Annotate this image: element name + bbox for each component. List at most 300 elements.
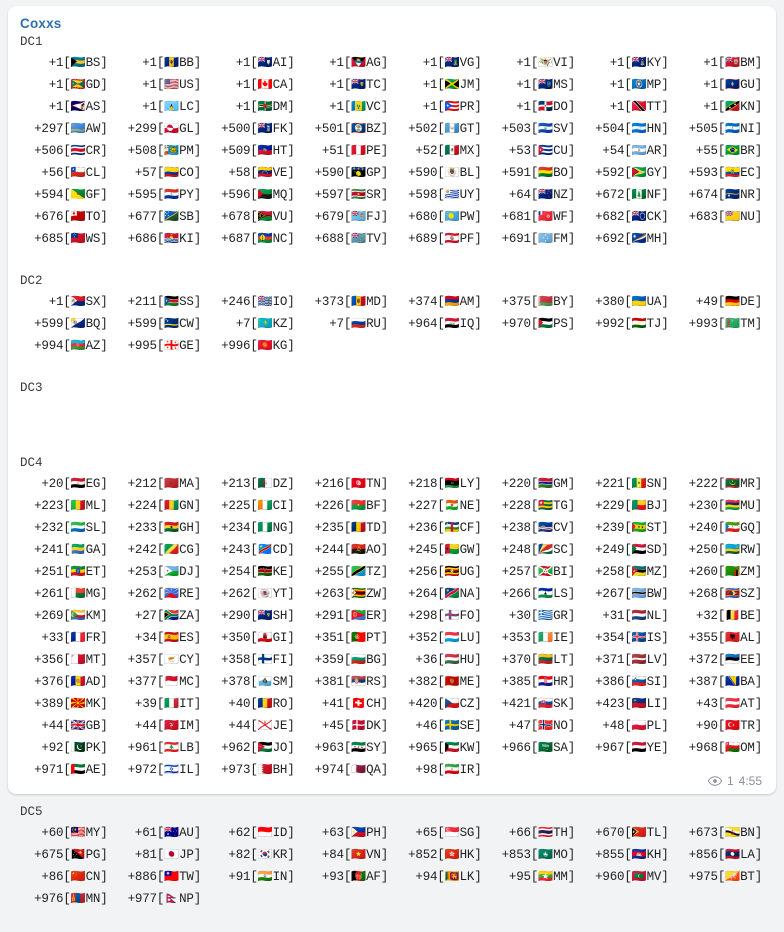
flag-icon: 🇦🇹: [725, 696, 741, 710]
country-code-entry[interactable]: +253[🇩🇯DJ]: [127, 564, 201, 579]
country-code-entry[interactable]: +212[🇲🇦MA]: [127, 476, 201, 491]
country-code-entry[interactable]: +996[🇰🇬KG]: [221, 338, 295, 353]
dial-code: +1: [48, 56, 64, 70]
country-code-entry[interactable]: +358[🇫🇮FI]: [221, 652, 295, 667]
country-code-entry[interactable]: +251[🇪🇹ET]: [34, 564, 108, 579]
country-abbr: AM: [459, 295, 475, 309]
country-code-entry[interactable]: +995[🇬🇪GE]: [127, 338, 201, 353]
country-code-entry[interactable]: +1[🇵🇷PR]: [422, 99, 482, 114]
country-code-entry[interactable]: +222[🇲🇷MR]: [688, 476, 762, 491]
country-code-entry[interactable]: +680[🇵🇼PW]: [408, 209, 482, 224]
country-code-entry[interactable]: +373[🇲🇩MD]: [314, 294, 388, 309]
country-code-entry[interactable]: +971[🇦🇪AE]: [34, 762, 108, 777]
country-abbr: PT: [366, 631, 381, 645]
country-code-entry[interactable]: +692[🇲🇭MH]: [595, 231, 669, 246]
country-code-entry[interactable]: +244[🇦🇴AO]: [314, 542, 388, 557]
country-code-entry[interactable]: +299[🇬🇱GL]: [127, 121, 201, 136]
dial-code: +855: [595, 848, 625, 862]
dial-code: +680: [408, 210, 438, 224]
country-code-entry[interactable]: +91[🇮🇳IN]: [228, 869, 295, 884]
country-code-entry[interactable]: +27[🇿🇦ZA]: [134, 608, 201, 623]
country-abbr: GI: [272, 631, 288, 645]
country-code-entry[interactable]: +683[🇳🇺NU]: [688, 209, 762, 224]
country-code-entry[interactable]: +592[🇬🇾GY]: [595, 165, 669, 180]
country-code-entry[interactable]: +298[🇫🇴FO]: [408, 608, 482, 623]
country-code-entry[interactable]: +590[🇧🇱BL]: [408, 165, 482, 180]
country-code-entry[interactable]: +223[🇲🇱ML]: [34, 498, 108, 513]
country-code-entry[interactable]: +44[🇯🇪JE]: [228, 718, 295, 733]
country-code-entry[interactable]: +421[🇸🇰SK]: [501, 696, 575, 711]
country-code-entry[interactable]: +994[🇦🇿AZ]: [34, 338, 108, 353]
country-code-entry[interactable]: +54[🇦🇷AR]: [602, 143, 669, 158]
country-code-entry[interactable]: +685[🇼🇸WS]: [34, 231, 108, 246]
country-code-entry[interactable]: +967[🇾🇪YE]: [595, 740, 669, 755]
country-code-entry[interactable]: +238[🇨🇻CV]: [501, 520, 575, 535]
country-code-entry[interactable]: +354[🇮🇸IS]: [595, 630, 669, 645]
country-code-entry[interactable]: +51[🇵🇪PE]: [321, 143, 388, 158]
country-code-entry[interactable]: +1[🇩🇴DO]: [516, 99, 575, 114]
country-code-entry[interactable]: +853[🇲🇴MO]: [501, 847, 575, 862]
country-code-entry[interactable]: +970[🇵🇸PS]: [501, 316, 575, 331]
country-code-entry[interactable]: +679[🇫🇯FJ]: [314, 209, 388, 224]
country-code-entry[interactable]: +61[🇦🇺AU]: [134, 825, 201, 840]
country-code-groups: [18, 35, 766, 932]
dial-code: +262: [127, 587, 157, 601]
country-code-entry[interactable]: +1[🇧🇲BM]: [703, 55, 762, 70]
country-code-entry[interactable]: +216[🇹🇳TN]: [314, 476, 388, 491]
country-code-entry[interactable]: +1[🇬🇺GU]: [703, 77, 762, 92]
country-code-entry[interactable]: +228[🇹🇬TG]: [501, 498, 575, 513]
country-code-entry[interactable]: +45[🇩🇰DK]: [321, 718, 388, 733]
country-code-entry[interactable]: +975[🇧🇹BT]: [688, 869, 762, 884]
country-code-entry[interactable]: +43[🇦🇹AT]: [695, 696, 762, 711]
country-code-entry[interactable]: +256[🇺🇬UG]: [408, 564, 482, 579]
country-code-entry[interactable]: +590[🇬🇵GP]: [314, 165, 388, 180]
country-abbr: SH: [272, 609, 288, 623]
country-code-entry[interactable]: +262[🇷🇪RE]: [127, 586, 201, 601]
dial-code: +996: [221, 339, 251, 353]
country-code-entry[interactable]: +227[🇳🇪NE]: [408, 498, 482, 513]
country-code-entry[interactable]: +502[🇬🇹GT]: [408, 121, 482, 136]
country-code-entry[interactable]: +93[🇦🇫AF]: [321, 869, 388, 884]
country-code-entry[interactable]: +243[🇨🇩CD]: [221, 542, 295, 557]
flag-icon: 🇲🇽: [444, 143, 460, 157]
flag-icon: 🇸🇽: [70, 294, 86, 308]
dial-code: +58: [228, 166, 251, 180]
country-code-entry[interactable]: +1[🇧🇧BB]: [142, 55, 201, 70]
country-code-entry[interactable]: +290[🇸🇭SH]: [221, 608, 295, 623]
country-code-entry[interactable]: +670[🇹🇱TL]: [595, 825, 669, 840]
country-code-entry[interactable]: +377[🇲🇨MC]: [127, 674, 201, 689]
country-code-entry[interactable]: +677[🇸🇧SB]: [127, 209, 201, 224]
country-abbr: LA: [740, 848, 755, 862]
country-code-entry[interactable]: +961[🇱🇧LB]: [127, 740, 201, 755]
country-code-entry[interactable]: +63[🇵🇭PH]: [321, 825, 388, 840]
flag-icon: 🇩🇲: [257, 99, 273, 113]
country-code-entry[interactable]: +508[🇵🇲PM]: [127, 143, 201, 158]
country-abbr: FK: [272, 122, 288, 136]
country-code-entry[interactable]: +232[🇸🇱SL]: [34, 520, 108, 535]
country-code-entry[interactable]: +95[🇲🇲MM]: [508, 869, 575, 884]
country-code-entry[interactable]: +1[🇹🇨TC]: [329, 77, 388, 92]
country-code-entry[interactable]: +966[🇸🇦SA]: [501, 740, 575, 755]
country-code-entry[interactable]: +591[🇧🇴BO]: [501, 165, 575, 180]
country-code-entry[interactable]: +972[🇮🇱IL]: [127, 762, 201, 777]
country-code-entry[interactable]: +233[🇬🇭GH]: [127, 520, 201, 535]
country-code-entry[interactable]: +351[🇵🇹PT]: [314, 630, 388, 645]
country-code-entry[interactable]: +963[🇸🇾SY]: [314, 740, 388, 755]
dial-code: +246: [221, 295, 251, 309]
dial-code: +48: [602, 719, 625, 733]
country-code-entry[interactable]: +389[🇲🇰MK]: [34, 696, 108, 711]
country-code-entry[interactable]: +960[🇲🇻MV]: [595, 869, 669, 884]
country-code-entry[interactable]: +263[🇿🇼ZW]: [314, 586, 388, 601]
country-code-entry[interactable]: +81[🇯🇵JP]: [134, 847, 201, 862]
country-code-entry[interactable]: +596[🇲🇶MQ]: [221, 187, 295, 202]
country-code-entry[interactable]: +58[🇻🇪VE]: [228, 165, 295, 180]
country-abbr: SG: [459, 826, 475, 840]
country-code-entry[interactable]: +65[🇸🇬SG]: [415, 825, 482, 840]
flag-icon: 🇱🇮: [631, 696, 647, 710]
country-code-entry[interactable]: +1[🇰🇾KY]: [609, 55, 669, 70]
country-code-entry[interactable]: +674[🇳🇷NR]: [688, 187, 762, 202]
country-code-entry[interactable]: +359[🇧🇬BG]: [314, 652, 388, 667]
country-abbr: HR: [553, 675, 568, 689]
country-abbr: CK: [646, 210, 662, 224]
country-code-entry[interactable]: +675[🇵🇬PG]: [34, 847, 108, 862]
country-code-entry[interactable]: +682[🇨🇰CK]: [595, 209, 669, 224]
country-code-entry[interactable]: +246[🇮🇴IO]: [221, 294, 295, 309]
flag-icon: 🇳🇮: [725, 121, 741, 135]
country-code-entry[interactable]: +974[🇶🇦QA]: [314, 762, 388, 777]
country-code-entry[interactable]: +60[🇲🇾MY]: [41, 825, 108, 840]
country-code-entry[interactable]: +1[🇰🇳KN]: [703, 99, 762, 114]
dial-code: +373: [314, 295, 344, 309]
country-code-entry[interactable]: +291[🇪🇷ER]: [314, 608, 388, 623]
country-code-entry[interactable]: +386[🇸🇮SI]: [595, 674, 669, 689]
country-code-entry[interactable]: +504[🇭🇳HN]: [595, 121, 669, 136]
country-code-entry[interactable]: +46[🇸🇪SE]: [415, 718, 482, 733]
country-code-entry[interactable]: +352[🇱🇺LU]: [408, 630, 482, 645]
country-code-entry[interactable]: +20[🇪🇬EG]: [41, 476, 108, 491]
country-code-entry[interactable]: +1[🇩🇲DM]: [235, 99, 295, 114]
country-code-entry[interactable]: +387[🇧🇦BA]: [688, 674, 762, 689]
country-code-entry[interactable]: +1[🇲🇵MP]: [609, 77, 669, 92]
country-code-entry[interactable]: +53[🇨🇺CU]: [508, 143, 575, 158]
country-code-entry[interactable]: +90[🇹🇷TR]: [695, 718, 762, 733]
country-code-entry[interactable]: +56[🇨🇱CL]: [41, 165, 108, 180]
country-code-entry[interactable]: +260[🇿🇲ZM]: [688, 564, 762, 579]
country-abbr: BN: [740, 826, 755, 840]
country-code-entry[interactable]: +1[🇦🇬AG]: [329, 55, 388, 70]
country-code-entry[interactable]: +1[🇧🇸BS]: [48, 55, 108, 70]
country-code-entry[interactable]: +1[🇻🇨VC]: [329, 99, 388, 114]
country-code-entry[interactable]: +852[🇭🇰HK]: [408, 847, 482, 862]
country-code-entry[interactable]: +44[🇬🇧GB]: [41, 718, 108, 733]
country-code-entry[interactable]: +7[🇰🇿KZ]: [235, 316, 295, 331]
country-abbr: TM: [740, 317, 755, 331]
country-code-entry[interactable]: +240[🇬🇶GQ]: [688, 520, 762, 535]
country-code-entry[interactable]: +236[🇨🇫CF]: [408, 520, 482, 535]
country-code-entry[interactable]: +687[🇳🇨NC]: [221, 231, 295, 246]
country-code-entry[interactable]: +64[🇳🇿NZ]: [508, 187, 575, 202]
country-abbr: MC: [179, 675, 194, 689]
country-code-entry[interactable]: +86[🇨🇳CN]: [41, 869, 108, 884]
dial-code: +1: [142, 78, 157, 92]
country-code-entry[interactable]: +686[🇰🇮KI]: [127, 231, 201, 246]
country-code-entry[interactable]: +269[🇰🇲KM]: [34, 608, 108, 623]
country-code-entry[interactable]: +886[🇹🇼TW]: [127, 869, 201, 884]
country-code-entry[interactable]: +234[🇳🇬NG]: [221, 520, 295, 535]
flag-icon: 🇬🇵: [351, 165, 367, 179]
flag-icon: 🇵🇷: [444, 99, 460, 113]
dial-code: +92: [41, 741, 64, 755]
country-code-entry[interactable]: +245[🇬🇼GW]: [408, 542, 482, 557]
country-code-entry[interactable]: +855[🇰🇭KH]: [595, 847, 669, 862]
dial-code: +235: [314, 521, 344, 535]
country-code-entry[interactable]: +374[🇦🇲AM]: [408, 294, 482, 309]
country-code-entry[interactable]: +357[🇨🇾CY]: [127, 652, 201, 667]
dial-code: +266: [501, 587, 531, 601]
flag-icon: 🇮🇴: [257, 294, 273, 308]
country-abbr: BS: [85, 56, 101, 70]
dial-code: +1: [516, 78, 531, 92]
dial-code: +1: [703, 56, 718, 70]
country-abbr: NA: [459, 587, 475, 601]
country-code-entry[interactable]: +973[🇧🇭BH]: [221, 762, 295, 777]
dial-code: +682: [595, 210, 625, 224]
country-code-entry[interactable]: +1[🇨🇦CA]: [235, 77, 295, 92]
country-code-entry[interactable]: +226[🇧🇫BF]: [314, 498, 388, 513]
country-code-entry[interactable]: +977[🇳🇵NP]: [127, 891, 201, 906]
country-abbr: RU: [366, 317, 381, 331]
country-code-entry[interactable]: +371[🇱🇻LV]: [595, 652, 669, 667]
country-code-entry[interactable]: +220[🇬🇲GM]: [501, 476, 575, 491]
country-code-entry[interactable]: +262[🇾🇹YT]: [221, 586, 295, 601]
country-code-entry[interactable]: +500[🇫🇰FK]: [221, 121, 295, 136]
country-code-entry[interactable]: +98[🇮🇷IR]: [415, 762, 482, 777]
country-code-entry[interactable]: +976[🇲🇳MN]: [34, 891, 108, 906]
country-code-entry[interactable]: +84[🇻🇳VN]: [321, 847, 388, 862]
country-code-entry[interactable]: +261[🇲🇬MG]: [34, 586, 108, 601]
dial-code: +385: [501, 675, 531, 689]
country-code-entry[interactable]: +678[🇻🇺VU]: [221, 209, 295, 224]
country-code-entry[interactable]: +213[🇩🇿DZ]: [221, 476, 295, 491]
flag-icon: 🇭🇳: [631, 121, 647, 135]
country-code-entry[interactable]: +381[🇷🇸RS]: [314, 674, 388, 689]
country-code-entry[interactable]: +30[🇬🇷GR]: [508, 608, 575, 623]
country-code-entry[interactable]: +211[🇸🇸SS]: [127, 294, 201, 309]
country-code-entry[interactable]: +82[🇰🇷KR]: [228, 847, 295, 862]
country-code-entry[interactable]: +241[🇬🇦GA]: [34, 542, 108, 557]
country-code-entry[interactable]: +264[🇳🇦NA]: [408, 586, 482, 601]
country-code-entry[interactable]: +376[🇦🇩AD]: [34, 674, 108, 689]
flag-icon: 🇷🇴: [257, 696, 273, 710]
country-code-entry[interactable]: +254[🇰🇪KE]: [221, 564, 295, 579]
country-code-entry[interactable]: +66[🇹🇭TH]: [508, 825, 575, 840]
flag-icon: 🇮🇪: [538, 630, 554, 644]
dial-code: +370: [501, 653, 531, 667]
country-code-entry[interactable]: +250[🇷🇼RW]: [688, 542, 762, 557]
country-code-entry[interactable]: +594[🇬🇫GF]: [34, 187, 108, 202]
flag-icon: 🇱🇾: [444, 476, 460, 490]
country-code-entry[interactable]: +689[🇵🇫PF]: [408, 231, 482, 246]
country-code-entry[interactable]: +1[🇺🇸US]: [142, 77, 201, 92]
country-code-entry[interactable]: +593[🇪🇨EC]: [688, 165, 762, 180]
country-code-entry[interactable]: +266[🇱🇸LS]: [501, 586, 575, 601]
country-code-entry[interactable]: +1[🇦🇸AS]: [48, 99, 108, 114]
country-code-entry[interactable]: +676[🇹🇴TO]: [34, 209, 108, 224]
country-code-entry[interactable]: +599[🇨🇼CW]: [127, 316, 201, 331]
country-code-entry[interactable]: +39[🇮🇹IT]: [134, 696, 201, 711]
country-abbr: GT: [459, 122, 475, 136]
country-abbr: WF: [553, 210, 568, 224]
country-code-entry[interactable]: +423[🇱🇮LI]: [595, 696, 669, 711]
country-code-entry[interactable]: +962[🇯🇴JO]: [221, 740, 295, 755]
dial-code: +372: [688, 653, 718, 667]
dial-code: +49: [695, 295, 718, 309]
country-code-entry[interactable]: +221[🇸🇳SN]: [595, 476, 669, 491]
country-abbr: MO: [553, 848, 568, 862]
country-code-entry[interactable]: +355[🇦🇱AL]: [688, 630, 762, 645]
country-code-entry[interactable]: +688[🇹🇻TV]: [314, 231, 388, 246]
country-code-entry[interactable]: +1[🇦🇮AI]: [235, 55, 295, 70]
country-code-entry[interactable]: +34[🇪🇸ES]: [134, 630, 201, 645]
country-code-entry[interactable]: +41[🇨🇭CH]: [321, 696, 388, 711]
country-code-entry[interactable]: +33[🇫🇷FR]: [41, 630, 108, 645]
country-code-entry[interactable]: +681[🇼🇫WF]: [501, 209, 575, 224]
country-code-entry[interactable]: +242[🇨🇬CG]: [127, 542, 201, 557]
country-code-entry[interactable]: +856[🇱🇦LA]: [688, 847, 762, 862]
country-code-entry[interactable]: +94[🇱🇰LK]: [415, 869, 482, 884]
country-code-entry[interactable]: +225[🇨🇮CI]: [221, 498, 295, 513]
country-code-entry[interactable]: +691[🇫🇲FM]: [501, 231, 575, 246]
country-code-entry[interactable]: +62[🇮🇩ID]: [228, 825, 295, 840]
country-code-entry[interactable]: +503[🇸🇻SV]: [501, 121, 575, 136]
country-code-entry[interactable]: +965[🇰🇼KW]: [408, 740, 482, 755]
country-code-entry[interactable]: +267[🇧🇼BW]: [595, 586, 669, 601]
country-code-entry[interactable]: +257[🇧🇮BI]: [501, 564, 575, 579]
country-code-entry[interactable]: +218[🇱🇾LY]: [408, 476, 482, 491]
flag-icon: 🇻🇪: [257, 165, 273, 179]
flag-icon: 🇹🇼: [164, 869, 180, 883]
dial-code: +81: [134, 848, 157, 862]
country-code-entry[interactable]: +255[🇹🇿TZ]: [314, 564, 388, 579]
country-code-entry[interactable]: +1[🇯🇲JM]: [422, 77, 482, 92]
country-code-entry[interactable]: +370[🇱🇹LT]: [501, 652, 575, 667]
flag-icon: 🇧🇶: [70, 316, 86, 330]
country-code-entry[interactable]: +57[🇨🇴CO]: [134, 165, 201, 180]
country-code-entry[interactable]: +47[🇳🇴NO]: [508, 718, 575, 733]
country-code-entry[interactable]: +31[🇳🇱NL]: [602, 608, 669, 623]
country-abbr: LU: [459, 631, 475, 645]
country-code-entry[interactable]: +378[🇸🇲SM]: [221, 674, 295, 689]
flag-icon: 🇹🇩: [351, 520, 367, 534]
country-code-entry[interactable]: +48[🇵🇱PL]: [602, 718, 669, 733]
country-code-entry[interactable]: +372[🇪🇪EE]: [688, 652, 762, 667]
country-code-entry[interactable]: +268[🇸🇿SZ]: [688, 586, 762, 601]
country-code-entry[interactable]: +1[🇹🇹TT]: [609, 99, 669, 114]
country-abbr: SY: [366, 741, 381, 755]
country-code-entry[interactable]: +36[🇭🇺HU]: [415, 652, 482, 667]
country-code-entry[interactable]: +599[🇧🇶BQ]: [34, 316, 108, 331]
country-code-entry[interactable]: +92[🇵🇰PK]: [41, 740, 108, 755]
flag-icon: 🇪🇬: [70, 476, 86, 490]
country-code-entry[interactable]: +964[🇮🇶IQ]: [408, 316, 482, 331]
country-code-entry[interactable]: +375[🇧🇾BY]: [501, 294, 575, 309]
country-code-entry[interactable]: +598[🇺🇾UY]: [408, 187, 482, 202]
country-code-entry[interactable]: +239[🇸🇹ST]: [595, 520, 669, 535]
dial-code: +993: [688, 317, 718, 331]
flag-icon: 🇺🇬: [444, 564, 460, 578]
message-footer: [708, 774, 762, 788]
country-code-entry[interactable]: +1[🇲🇸MS]: [516, 77, 575, 92]
country-code-entry[interactable]: +44[🇮🇲IM]: [134, 718, 201, 733]
dial-code: +1: [48, 295, 64, 309]
country-code-entry[interactable]: +356[🇲🇹MT]: [34, 652, 108, 667]
country-code-entry[interactable]: +258[🇲🇿MZ]: [595, 564, 669, 579]
country-abbr: PG: [85, 848, 101, 862]
country-code-entry[interactable]: +595[🇵🇾PY]: [127, 187, 201, 202]
country-abbr: RW: [740, 543, 755, 557]
country-code-entry[interactable]: +249[🇸🇩SD]: [595, 542, 669, 557]
country-code-entry[interactable]: +1[🇻🇮VI]: [516, 55, 575, 70]
country-abbr: BH: [272, 763, 288, 777]
country-code-entry[interactable]: +224[🇬🇳GN]: [127, 498, 201, 513]
country-code-entry[interactable]: +49[🇩🇪DE]: [695, 294, 762, 309]
country-code-entry[interactable]: +55[🇧🇷BR]: [695, 143, 762, 158]
country-code-entry[interactable]: +385[🇭🇷HR]: [501, 674, 575, 689]
country-code-entry[interactable]: +673[🇧🇳BN]: [688, 825, 762, 840]
country-code-entry[interactable]: +248[🇸🇨SC]: [501, 542, 575, 557]
flag-icon: 🇲🇦: [164, 476, 180, 490]
country-code-entry[interactable]: +1[🇬🇩GD]: [48, 77, 108, 92]
country-code-entry[interactable]: +993[🇹🇲TM]: [688, 316, 762, 331]
country-code-entry[interactable]: +32[🇧🇪BE]: [695, 608, 762, 623]
country-code-entry[interactable]: +597[🇸🇷SR]: [314, 187, 388, 202]
country-code-entry[interactable]: +229[🇧🇯BJ]: [595, 498, 669, 513]
country-code-entry[interactable]: +420[🇨🇿CZ]: [408, 696, 482, 711]
country-code-entry[interactable]: +968[🇴🇲OM]: [688, 740, 762, 755]
country-code-entry[interactable]: +992[🇹🇯TJ]: [595, 316, 669, 331]
country-abbr: BE: [740, 609, 755, 623]
country-code-entry[interactable]: +1[🇻🇬VG]: [422, 55, 482, 70]
country-code-entry[interactable]: +380[🇺🇦UA]: [595, 294, 669, 309]
country-code-entry[interactable]: +235[🇹🇩TD]: [314, 520, 388, 535]
country-code-entry[interactable]: +382[🇲🇪ME]: [408, 674, 482, 689]
country-abbr: BG: [366, 653, 381, 667]
country-code-entry[interactable]: +52[🇲🇽MX]: [415, 143, 482, 158]
country-code-entry[interactable]: +1[🇱🇨LC]: [142, 99, 201, 114]
dial-code: +224: [127, 499, 157, 513]
country-code-entry[interactable]: +672[🇳🇫NF]: [595, 187, 669, 202]
flag-icon: 🇯🇵: [164, 847, 180, 861]
country-code-entry[interactable]: +7[🇷🇺RU]: [329, 316, 388, 331]
country-code-entry[interactable]: +506[🇨🇷CR]: [34, 143, 108, 158]
country-code-entry[interactable]: +350[🇬🇮GI]: [221, 630, 295, 645]
country-code-entry[interactable]: +353[🇮🇪IE]: [501, 630, 575, 645]
country-code-entry[interactable]: +40[🇷🇴RO]: [228, 696, 295, 711]
country-code-entry[interactable]: +505[🇳🇮NI]: [688, 121, 762, 136]
country-code-entry[interactable]: +501[🇧🇿BZ]: [314, 121, 388, 136]
country-abbr: DZ: [272, 477, 288, 491]
country-code-entry[interactable]: +297[🇦🇼AW]: [34, 121, 108, 136]
country-abbr: EG: [85, 477, 101, 491]
dial-code: +356: [34, 653, 64, 667]
country-code-entry[interactable]: +230[🇲🇺MU]: [688, 498, 762, 513]
country-code-entry[interactable]: +1[🇸🇽SX]: [48, 294, 108, 309]
country-code-entry[interactable]: +509[🇭🇹HT]: [221, 143, 295, 158]
